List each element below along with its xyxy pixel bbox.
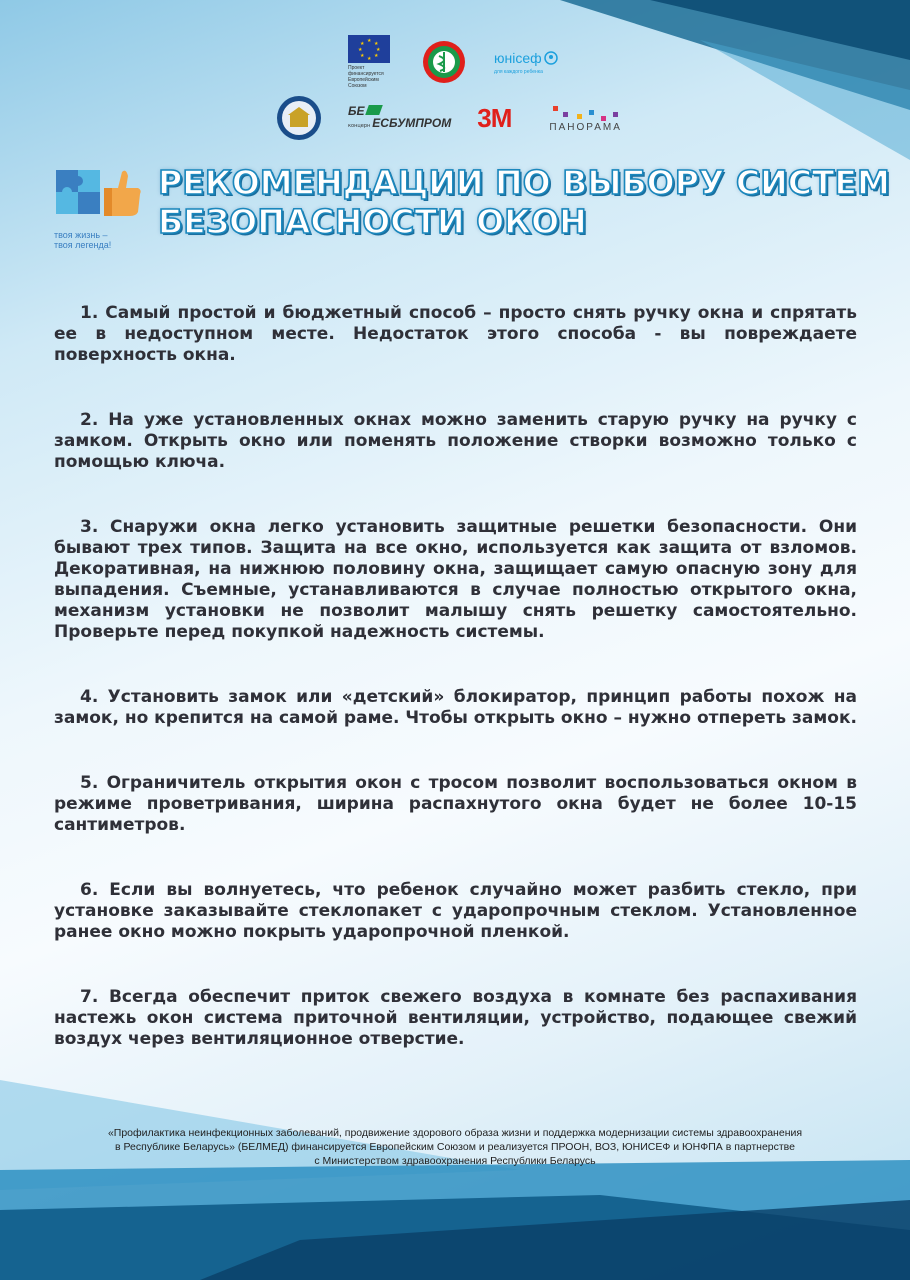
belles-top: БЕ [348, 105, 451, 117]
ministry-emblem-icon [422, 40, 466, 84]
campaign-slogan: твоя жизнь – твоя легенда! [54, 230, 112, 250]
unicef-logo [494, 50, 558, 75]
partner-logos-top [348, 38, 578, 89]
page-title-line2: БЕЗОПАСНОСТИ ОКОН [158, 202, 587, 241]
panorama-name: ПАНОРАМА [549, 121, 622, 133]
recommendation-item: 2. На уже установленных окнах можно заменить старую ручку на ручку с замком. Открыть окно или поменять положение створки возможно только с помощью ключа. [54, 410, 857, 472]
panorama-dots-icon [551, 104, 621, 122]
university-emblem-icon [276, 95, 322, 141]
eu-caption: Проект финансируется Европейским Союзом [348, 65, 384, 89]
page-title-line1: РЕКОМЕНДАЦИИ ПО ВЫБОРУ СИСТЕМ [158, 163, 890, 202]
funding-footer [52, 1126, 858, 1168]
page-title [158, 163, 890, 241]
recommendation-item: 7. Всегда обеспечит приток свежего воздуха в комнате без распахивания настежь окон система приточной вентиляции, устройство, подающее свежий воздух через вентиляционное отверстие. [54, 987, 857, 1049]
panorama-logo [549, 104, 622, 133]
footer-line: «Профилактика неинфекционных заболеваний, продвижение здорового образа жизни и поддержка модернизации системы здравоохранения [107, 1127, 803, 1139]
puzzle-thumb-icon [54, 166, 150, 222]
unicef-caption: для каждого ребенка [494, 68, 543, 75]
belles-name: ЕСБУМПРОМ [372, 115, 452, 130]
belles-sub: концерн [348, 122, 371, 129]
recommendations-list [54, 303, 857, 1050]
campaign-logo [54, 166, 150, 252]
unicef-name: юнісеф [494, 49, 542, 66]
recommendation-item: 1. Самый простой и бюджетный способ – просто снять ручку окна и спрятать ее в недоступном месте. Недостаток этого способа - вы повреждаете поверхность окна. [54, 303, 857, 365]
eu-flag-icon: ★ ★ ★ ★ ★ ★ ★ ★ [348, 35, 390, 63]
recommendation-item: 6. Если вы волнуетесь, что ребенок случайно может разбить стекло, при установке заказывайте стеклопакет с ударопрочным стеклом. Установленное ранее окно можно покрыть ударопрочной пленкой. [54, 880, 857, 942]
belles-logo [348, 105, 451, 132]
recommendation-item: 3. Снаружи окна легко установить защитные решетки безопасности. Они бывают трех типов. Защита на все окно, используется как защита от взломов. Декоративная, на нижнюю половину окна, защищает самую опасную зону для выпадения. Съемные, устанавливаются в случае полностью открытого окна, механизм установки не позволит малышу снять решетку самостоятельно. Проверьте перед покупкой надежность системы. [54, 517, 857, 642]
ministry-health-logo [420, 40, 468, 84]
brand-3m-logo: 3M [477, 102, 512, 133]
recommendation-item: 5. Ограничитель открытия окон с тросом позволит воспользоваться окном в режиме проветривания, ширина распахнутого окна будет не более 10-15 сантиметров. [54, 773, 857, 835]
recommendation-item: 4. Установить замок или «детский» блокиратор, принцип работы похож на замок, но крепится на самой раме. Чтобы открыть окно – нужно отпереть замок. [54, 687, 857, 728]
footer-line: с Министерством здравоохранения Республики Беларусь [314, 1155, 596, 1167]
footer-line: в Республике Беларусь» (БЕЛМЕД) финансируется Европейским Союзом и реализуется ПРООН, ВОЗ, ЮНИСЕФ и ЮНФПА в партнерстве [115, 1141, 795, 1153]
partner-logos-bottom [276, 95, 656, 141]
eu-logo [348, 35, 400, 89]
unicef-globe-icon [544, 51, 558, 65]
